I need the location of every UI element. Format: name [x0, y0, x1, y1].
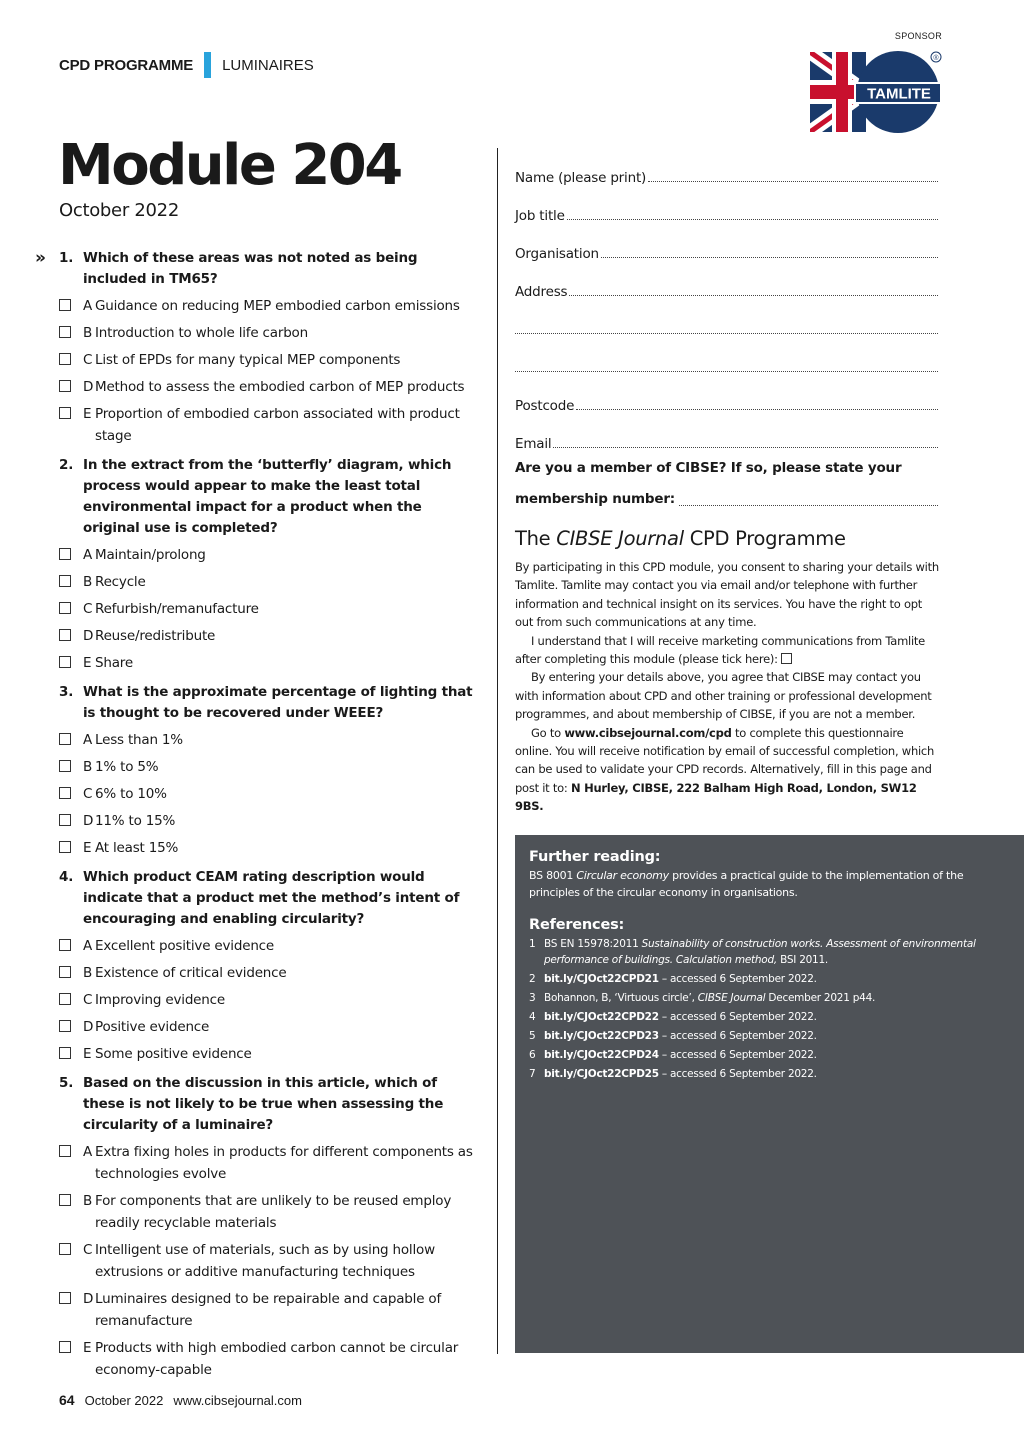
answer-option[interactable]	[59, 322, 479, 344]
reference-link[interactable]: bit.ly/CJOct22CPD24	[544, 1049, 659, 1061]
answer-option[interactable]	[59, 349, 479, 371]
option-letter: E	[83, 840, 92, 856]
answer-option[interactable]	[59, 837, 479, 859]
answer-checkbox[interactable]	[59, 548, 71, 560]
answer-option[interactable]	[59, 783, 479, 805]
topic-label: LUMINAIRES	[222, 56, 314, 74]
answer-option[interactable]	[59, 625, 479, 647]
question-number: 2.	[59, 457, 74, 473]
option-text: Some positive evidence	[95, 1046, 252, 1062]
programme-body	[515, 558, 940, 816]
answer-option[interactable]	[59, 935, 479, 957]
reference-number: 5	[529, 1030, 536, 1042]
option-text: Luminaires designed to be repairable and capable of remanufacture	[95, 1291, 442, 1329]
question-2	[59, 455, 479, 674]
option-text: Recycle	[95, 574, 146, 590]
answer-checkbox[interactable]	[59, 575, 71, 587]
option-letter: A	[83, 938, 93, 954]
question-text	[59, 682, 479, 724]
running-header	[59, 52, 314, 78]
answer-checkbox[interactable]	[59, 326, 71, 338]
page-number: 64	[59, 1392, 75, 1408]
option-text: Introduction to whole life carbon	[95, 325, 308, 341]
answer-option[interactable]	[59, 1141, 479, 1185]
postcode-field[interactable]	[515, 376, 938, 414]
answer-option[interactable]	[59, 376, 479, 398]
answer-checkbox[interactable]	[59, 1047, 71, 1059]
question-number: 3.	[59, 684, 74, 700]
footer-website[interactable]: www.cibsejournal.com	[173, 1393, 302, 1408]
answer-option[interactable]	[59, 1337, 479, 1381]
reference-number: 7	[529, 1068, 536, 1080]
answer-option[interactable]	[59, 1043, 479, 1065]
answer-option[interactable]	[59, 810, 479, 832]
answer-option[interactable]	[59, 1288, 479, 1332]
answer-checkbox[interactable]	[59, 656, 71, 668]
address-line-2[interactable]	[515, 333, 938, 334]
answer-checkbox[interactable]	[59, 1194, 71, 1206]
reference-number: 4	[529, 1011, 536, 1023]
answer-option[interactable]	[59, 652, 479, 674]
reference-text: bit.ly/CJOct22CPD21 – accessed 6 September 2022.	[544, 973, 817, 985]
organisation-label: Organisation	[515, 246, 599, 262]
chevron-right-icon: »	[35, 248, 46, 268]
option-letter: B	[83, 325, 93, 341]
option-text: Existence of critical evidence	[95, 965, 287, 981]
reference-text: bit.ly/CJOct22CPD22 – accessed 6 September 2022.	[544, 1011, 817, 1023]
option-letter: C	[83, 992, 93, 1008]
job-title-field[interactable]	[515, 186, 938, 224]
email-line[interactable]	[553, 447, 938, 448]
option-text: Less than 1%	[95, 732, 183, 748]
answer-checkbox[interactable]	[59, 1145, 71, 1157]
address-label: Address	[515, 284, 568, 300]
reference-item	[529, 990, 1010, 1006]
reference-link[interactable]: bit.ly/CJOct22CPD22	[544, 1011, 659, 1023]
submission-paragraph: Go to www.cibsejournal.com/cpd to complete this questionnaire online. You will receive notification by email of successful completion, which can be used to validate your CPD records. Alternatively, fill in this page and post it to: N Hurley, CIBSE, 222 Balham High Road, London, SW12 9BS.	[515, 725, 935, 814]
option-letter: B	[83, 965, 93, 981]
reference-item	[529, 1009, 1010, 1025]
further-reading-heading: Further reading:	[529, 849, 661, 865]
reference-text: BS EN 15978:2011 Sustainability of construction works. Assessment of environmental performance of buildings. Calculation method, BSI 2011.	[544, 938, 976, 966]
question-number: 4.	[59, 869, 74, 885]
reference-text: bit.ly/CJOct22CPD25 – accessed 6 September 2022.	[544, 1068, 817, 1080]
answer-checkbox[interactable]	[59, 787, 71, 799]
reference-number: 2	[529, 973, 536, 985]
registered-mark: ®	[933, 55, 939, 62]
reference-item	[529, 971, 1010, 987]
option-letter: D	[83, 813, 94, 829]
answer-option[interactable]	[59, 729, 479, 751]
question-5	[59, 1073, 479, 1381]
answer-checkbox[interactable]	[59, 1292, 71, 1304]
option-text: 11% to 15%	[95, 813, 176, 829]
answer-checkbox[interactable]	[59, 733, 71, 745]
references-heading: References:	[529, 917, 625, 933]
answer-checkbox[interactable]	[59, 299, 71, 311]
reference-item	[529, 1028, 1010, 1044]
page-footer	[59, 1392, 302, 1408]
address-field[interactable]	[515, 262, 938, 300]
option-text: Improving evidence	[95, 992, 225, 1008]
option-text: Refurbish/remanufacture	[95, 601, 259, 617]
option-letter: D	[83, 379, 94, 395]
option-letter: E	[83, 1340, 92, 1356]
logo-wordmark: TAMLITE	[867, 85, 931, 103]
option-text: Excellent positive evidence	[95, 938, 275, 954]
postal-address: N Hurley, CIBSE, 222 Balham High Road, London, SW12 9BS.	[515, 780, 917, 814]
option-text: 6% to 10%	[95, 786, 167, 802]
answer-option[interactable]	[59, 1016, 479, 1038]
sponsor-label: SPONSOR	[894, 31, 942, 41]
membership-question: Are you a member of CIBSE? If so, please state your	[515, 460, 902, 476]
option-letter: A	[83, 1144, 93, 1160]
footer-date: October 2022	[84, 1393, 164, 1408]
answer-checkbox[interactable]	[59, 841, 71, 853]
reference-list	[529, 936, 1010, 1082]
membership-field[interactable]	[515, 485, 938, 514]
option-letter: C	[83, 1242, 93, 1258]
postcode-label: Postcode	[515, 398, 575, 414]
programme-heading: The CIBSE Journal CPD Programme	[515, 527, 846, 550]
consent-paragraph: By participating in this CPD module, you consent to sharing your details with Tamlite. Tamlite may contact you via email and/or telephone with further information and technical insight on its services. You have the right to opt out from such communications at any time.	[515, 560, 939, 630]
reference-item	[529, 1047, 1010, 1063]
reference-item	[529, 1066, 1010, 1082]
option-text: Reuse/redistribute	[95, 628, 216, 644]
answer-checkbox[interactable]	[59, 380, 71, 392]
option-letter: D	[83, 1291, 94, 1307]
option-letter: C	[83, 601, 93, 617]
answer-option[interactable]	[59, 1239, 479, 1283]
answer-checkbox[interactable]	[59, 1341, 71, 1353]
cibse-contact-paragraph: By entering your details above, you agree that CIBSE may contact you with information about CPD and other training or professional development programmes, and about membership of CIBSE, if you are not a member.	[515, 670, 932, 722]
reference-text: bit.ly/CJOct22CPD24 – accessed 6 September 2022.	[544, 1049, 817, 1061]
reference-link[interactable]: bit.ly/CJOct22CPD25	[544, 1068, 659, 1080]
column-divider	[497, 148, 498, 1354]
question-1	[35, 248, 479, 447]
question-prompt: In the extract from the ‘butterfly’ diagram, which process would appear to make the least total environmental impact for a product when the original use is completed?	[83, 457, 452, 536]
reference-number: 3	[529, 992, 536, 1004]
option-letter: A	[83, 298, 93, 314]
reference-number: 6	[529, 1049, 536, 1061]
answer-checkbox[interactable]	[59, 407, 71, 419]
address-line-3[interactable]	[515, 371, 938, 372]
option-text: 1% to 5%	[95, 759, 159, 775]
address-field-2[interactable]	[515, 300, 938, 338]
answer-checkbox[interactable]	[59, 602, 71, 614]
answer-option[interactable]	[59, 295, 479, 317]
answer-option[interactable]	[59, 598, 479, 620]
membership-line[interactable]	[679, 505, 938, 506]
question-number: 1.	[59, 250, 74, 266]
further-reading-panel	[515, 835, 1024, 1353]
email-label: Email	[515, 436, 552, 452]
question-4	[59, 867, 479, 1065]
job-title-line[interactable]	[567, 219, 938, 220]
module-date: October 2022	[59, 200, 179, 221]
question-prompt: Based on the discussion in this article, which of these is not likely to be true when assessing the circularity of a luminaire?	[83, 1075, 444, 1133]
option-letter: B	[83, 1193, 93, 1209]
answer-checkbox[interactable]	[59, 1243, 71, 1255]
question-text	[59, 1073, 479, 1136]
option-text: At least 15%	[95, 840, 179, 856]
module-title: Module 204	[58, 133, 401, 198]
header-divider-bar	[204, 52, 211, 78]
question-prompt: Which product CEAM rating description would indicate that a product met the method’s intent of encouraging and enabling circularity?	[83, 869, 460, 927]
answer-checkbox[interactable]	[59, 993, 71, 1005]
option-text: Extra fixing holes in products for different components as technologies evolve	[95, 1144, 473, 1182]
answer-checkbox[interactable]	[59, 353, 71, 365]
answer-option[interactable]	[59, 962, 479, 984]
option-letter: D	[83, 1019, 94, 1035]
option-letter: E	[83, 406, 92, 422]
answer-option[interactable]	[59, 756, 479, 778]
programme-label: CPD PROGRAMME	[59, 56, 194, 74]
option-text: Proportion of embodied carbon associated with product stage	[95, 406, 460, 444]
option-letter: A	[83, 732, 93, 748]
answer-option[interactable]	[59, 989, 479, 1011]
answer-checkbox[interactable]	[59, 966, 71, 978]
option-letter: C	[83, 786, 93, 802]
marketing-consent-checkbox[interactable]	[781, 653, 792, 664]
email-field[interactable]	[515, 414, 938, 452]
answer-option[interactable]	[59, 1190, 479, 1234]
question-text	[59, 455, 479, 539]
answer-checkbox[interactable]	[59, 629, 71, 641]
reference-text: bit.ly/CJOct22CPD23 – accessed 6 September 2022.	[544, 1030, 817, 1042]
question-prompt: What is the approximate percentage of lighting that is thought to be recovered under WEEE?	[83, 684, 473, 721]
reference-item	[529, 936, 1010, 968]
option-letter: E	[83, 1046, 92, 1062]
organisation-line[interactable]	[601, 257, 938, 258]
answer-option[interactable]	[59, 544, 479, 566]
membership-label: membership number:	[515, 491, 675, 507]
answer-checkbox[interactable]	[59, 814, 71, 826]
option-letter: E	[83, 655, 92, 671]
option-text: Method to assess the embodied carbon of MEP products	[95, 379, 465, 395]
option-letter: B	[83, 759, 93, 775]
marketing-paragraph: I understand that I will receive marketing communications from Tamlite after completing this module (please tick here):	[515, 633, 925, 667]
answer-checkbox[interactable]	[59, 760, 71, 772]
option-text: For components that are unlikely to be reused employ readily recyclable materials	[95, 1193, 452, 1231]
question-3	[59, 682, 479, 859]
question-number: 5.	[59, 1075, 74, 1091]
address-field-3[interactable]	[515, 338, 938, 376]
name-label: Name (please print)	[515, 170, 647, 186]
option-letter: A	[83, 547, 93, 563]
option-letter: D	[83, 628, 94, 644]
journal-name: CIBSE Journal	[556, 527, 684, 550]
name-field[interactable]	[515, 148, 938, 186]
further-reading-text: BS 8001 Circular economy provides a practical guide to the implementation of the principles of the circular economy in organisations.	[529, 869, 964, 899]
answer-checkbox[interactable]	[59, 1020, 71, 1032]
address-line-1[interactable]	[569, 295, 938, 296]
question-text	[59, 248, 479, 290]
question-list	[35, 248, 479, 1389]
job-title-label: Job title	[515, 208, 565, 224]
question-text	[59, 867, 479, 930]
option-letter: B	[83, 574, 93, 590]
option-text: Products with high embodied carbon cannot be circular economy-capable	[95, 1340, 459, 1378]
tamlite-logo	[810, 50, 942, 134]
option-letter: C	[83, 352, 93, 368]
reference-text: Bohannon, B, ‘Virtuous circle’, CIBSE Journal December 2021 p44.	[544, 992, 876, 1004]
answer-checkbox[interactable]	[59, 939, 71, 951]
option-text: Maintain/prolong	[95, 547, 206, 563]
organisation-field[interactable]	[515, 224, 938, 262]
answer-option[interactable]	[59, 571, 479, 593]
contact-form	[515, 148, 938, 514]
option-text: Share	[95, 655, 133, 671]
option-text: Positive evidence	[95, 1019, 210, 1035]
reference-number: 1	[529, 938, 536, 950]
reference-link[interactable]: bit.ly/CJOct22CPD21	[544, 973, 659, 985]
postcode-line[interactable]	[576, 409, 938, 410]
answer-option[interactable]	[59, 403, 479, 447]
option-text: Guidance on reducing MEP embodied carbon emissions	[95, 298, 460, 314]
question-prompt: Which of these areas was not noted as being included in TM65?	[83, 250, 418, 287]
option-text: Intelligent use of materials, such as by using hollow extrusions or additive manufacturing techniques	[95, 1242, 435, 1280]
cpd-link[interactable]: www.cibsejournal.com/cpd	[564, 725, 732, 740]
reference-link[interactable]: bit.ly/CJOct22CPD23	[544, 1030, 659, 1042]
option-text: List of EPDs for many typical MEP components	[95, 352, 401, 368]
name-line[interactable]	[648, 181, 938, 182]
